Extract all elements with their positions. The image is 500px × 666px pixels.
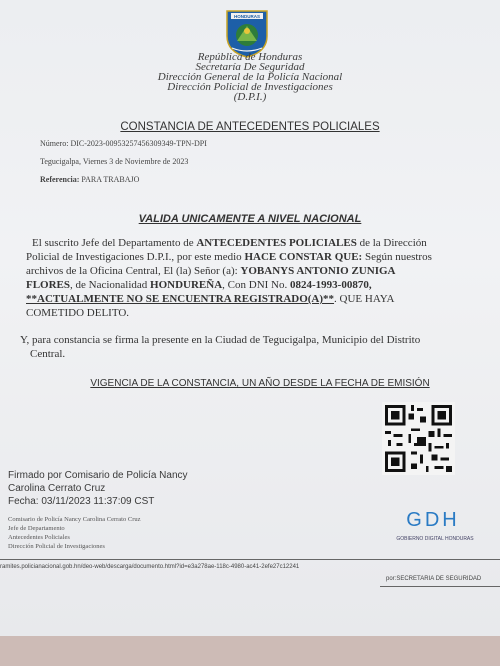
signed-date: Fecha: 03/11/2023 11:37:09 CST — [8, 496, 155, 507]
gdh-logo-icon — [388, 506, 478, 532]
closing-line-2: Central. — [30, 348, 66, 360]
signatory-name: Comisario de Policía Nancy Carolina Cerrato Cruz — [8, 516, 141, 523]
verification-url[interactable]: ramites.policianacional.gob.hn/deo-web/descarga/documento.html?id=e3a278ae-118c-4980-ac41-2efe27c12241 — [0, 564, 300, 570]
emblem-label: HONDURAS — [233, 14, 261, 19]
body-line-5: **ACTUALMENTE NO SE ENCUENTRA REGISTRADO(A)**. QUE HAYA — [26, 293, 395, 305]
header-line-republic: República de Honduras — [197, 51, 303, 63]
body-line-4: FLORES, de Nacionalidad HONDUREÑA, Con DNI No. 0824-1993-00870, — [26, 279, 372, 291]
numero-label: Número: — [40, 139, 69, 148]
header-line-dpi: (D.P.I.) — [233, 91, 267, 103]
signatory-directorate: Dirección Policial de Investigaciones — [8, 543, 105, 550]
place-date: Tegucigalpa, Viernes 3 de Noviembre de 2023 — [40, 157, 189, 166]
body-line-3: archivos de la Oficina Central, El (la) Señor (a): YOBANYS ANTONIO ZUNIGA — [26, 265, 396, 277]
validity-scope: VALIDA UNICAMENTE A NIVEL NACIONAL — [138, 213, 362, 225]
person-name: YOBANYS ANTONIO ZUNIGA — [240, 265, 396, 277]
header-line-secretaria: Secretaría De Seguridad — [195, 61, 305, 73]
header-line-direccion-general: Dirección General de la Policía Nacional — [157, 71, 343, 83]
body-line-6: COMETIDO DELITO. — [26, 307, 130, 319]
referencia-value: PARA TRABAJO — [81, 175, 140, 184]
header-line-direccion-policial: Dirección Policial de Investigaciones — [167, 81, 333, 93]
svg-text:GDH: GDH — [406, 509, 460, 531]
signatory-role: Jefe de Departamento — [8, 525, 65, 532]
qr-code-icon — [382, 402, 455, 475]
validity-period: VIGENCIA DE LA CONSTANCIA, UN AÑO DESDE LA FECHA DE EMISIÓN — [90, 378, 430, 389]
signed-by-line-1: Firmado por Comisario de Policía Nancy — [8, 470, 188, 481]
numero-row — [40, 139, 207, 148]
signatory-department: Antecedentes Policiales — [8, 534, 70, 541]
gdh-subtitle: GOBIERNO DIGITAL HONDURAS — [396, 536, 474, 542]
dni-number: 0824-1993-00870, — [290, 279, 372, 291]
body-line-2: Policial de Investigaciones D.P.I., por este medio HACE CONSTAR QUE: Según nuestros — [26, 251, 432, 263]
closing-line-1: Y, para constancia se firma la presente en la Ciudad de Tegucigalpa, Municipio del Distrito — [20, 334, 421, 346]
issuer-footer: por:SECRETARIA DE SEGURIDAD — [386, 576, 482, 582]
document-title: CONSTANCIA DE ANTECEDENTES POLICIALES — [120, 121, 380, 133]
record-status: **ACTUALMENTE NO SE ENCUENTRA REGISTRADO(A)** — [26, 293, 335, 305]
referencia-label: Referencia: — [40, 175, 80, 184]
body-line-1: El suscrito Jefe del Departamento de ANTECEDENTES POLICIALES de la Dirección — [32, 237, 427, 249]
issuer-divider — [380, 586, 500, 587]
signed-by-line-2: Carolina Cerrato Cruz — [8, 483, 106, 494]
table-surface — [0, 636, 500, 666]
footer-divider — [0, 559, 500, 560]
referencia-row — [40, 175, 139, 184]
numero-value: DIC-2023-00953257456309349-TPN-DPI — [70, 139, 207, 148]
